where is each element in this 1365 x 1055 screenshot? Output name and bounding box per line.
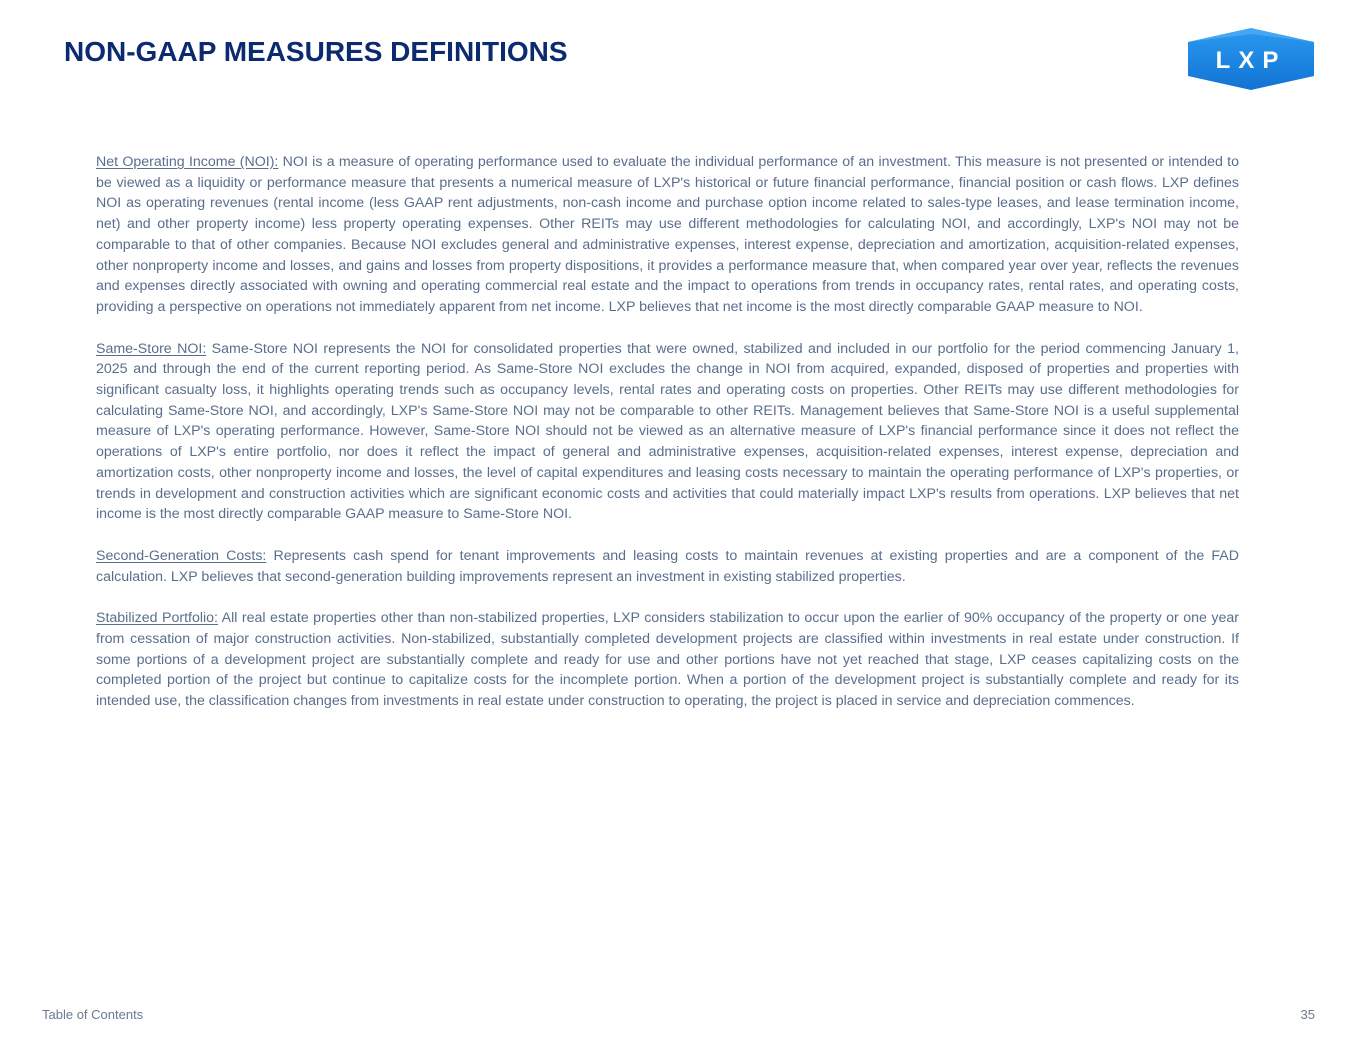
definition-term: Same-Store NOI:	[96, 340, 207, 357]
definition-stabilized-portfolio	[96, 608, 1239, 712]
definition-second-generation-costs	[96, 546, 1239, 587]
lxp-logo	[1188, 28, 1314, 90]
page-number: 35	[1300, 1007, 1315, 1022]
definitions-list	[96, 152, 1239, 733]
definition-text: NOI is a measure of operating performance used to evaluate the individual performance of an investment. This measure is not presented or intended to be viewed as a liquidity or performance measure that presents a numerical measure of LXP's historical or future financial performance, financial position or cash flows. LXP defines NOI as operating revenues (rental income (less GAAP rent adjustments, non-cash income and purchase option income related to sales-type leases, and lease termination income, net) and other property income) less property operating expenses. Other REITs may use different methodologies for calculating NOI, and accordingly, LXP's NOI may not be comparable to that of other companies. Because NOI excludes general and administrative expenses, interest expense, depreciation and amortization, acquisition-related expenses, other nonproperty income and losses, and gains and losses from property dispositions, it provides a performance measure that, when compared year over year, reflects the revenues and expenses directly associated with owning and operating commercial real estate and the impact to operations from trends in occupancy rates, rental rates, and operating costs, providing a perspective on operations not immediately apparent from net income. LXP believes that net income is the most directly comparable GAAP measure to NOI.	[96, 154, 1239, 315]
definition-same-store-noi	[96, 339, 1239, 525]
definition-text: Represents cash spend for tenant improvements and leasing costs to maintain revenues at existing properties and are a component of the FAD calculation. LXP believes that second-generation building improvements represent an investment in existing stabilized properties.	[96, 547, 1239, 585]
definition-term: Stabilized Portfolio:	[96, 610, 218, 627]
definition-text: Same-Store NOI represents the NOI for consolidated properties that were owned, stabilized and included in our portfolio for the period commencing January 1, 2025 and through the end of the current reporting period. As Same-Store NOI excludes the change in NOI from acquired, expanded, disposed of properties and properties with significant casualty loss, it highlights operating trends such as occupancy levels, rental rates and operating costs on properties. Other REITs may use different methodologies for calculating Same-Store NOI, and accordingly, LXP's Same-Store NOI may not be comparable to other REITs. Management believes that Same-Store NOI is a useful supplemental measure of LXP's operating performance. However, Same-Store NOI should not be viewed as an alternative measure of LXP's financial performance since it does not reflect the operations of LXP's entire portfolio, nor does it reflect the impact of general and administrative expenses, acquisition-related expenses, interest expense, depreciation and amortization costs, other nonproperty income and losses, the level of capital expenditures and leasing costs necessary to maintain the operating performance of LXP's properties, or trends in development and construction activities which are significant economic costs and activities that could materially impact LXP's results from operations. LXP believes that net income is the most directly comparable GAAP measure to Same-Store NOI.	[96, 340, 1239, 523]
page-title: NON-GAAP MEASURES DEFINITIONS	[64, 36, 568, 67]
definition-term: Net Operating Income (NOI):	[96, 154, 279, 170]
definition-noi	[96, 152, 1239, 318]
definition-text: All real estate properties other than non-stabilized properties, LXP considers stabilization to occur upon the earlier of 90% occupancy of the property or one year from cessation of major construction activities. Non-stabilized, substantially completed development projects are classified within investments in real estate under construction. If some portions of a development project are substantially complete and ready for use and other portions have not yet reached that stage, LXP ceases capitalizing costs on the completed portion of the project but continue to capitalize costs for the incomplete portion. When a portion of the development project is substantially complete and ready for its intended use, the classification changes from investments in real estate under construction to operating, the project is placed in service and depreciation commences.	[96, 610, 1239, 710]
table-of-contents-link[interactable]: Table of Contents	[42, 1007, 144, 1022]
definition-term: Second-Generation Costs:	[96, 547, 267, 564]
lxp-logo-shape	[1188, 28, 1314, 90]
svg-text:LXP: LXP	[1215, 47, 1287, 74]
